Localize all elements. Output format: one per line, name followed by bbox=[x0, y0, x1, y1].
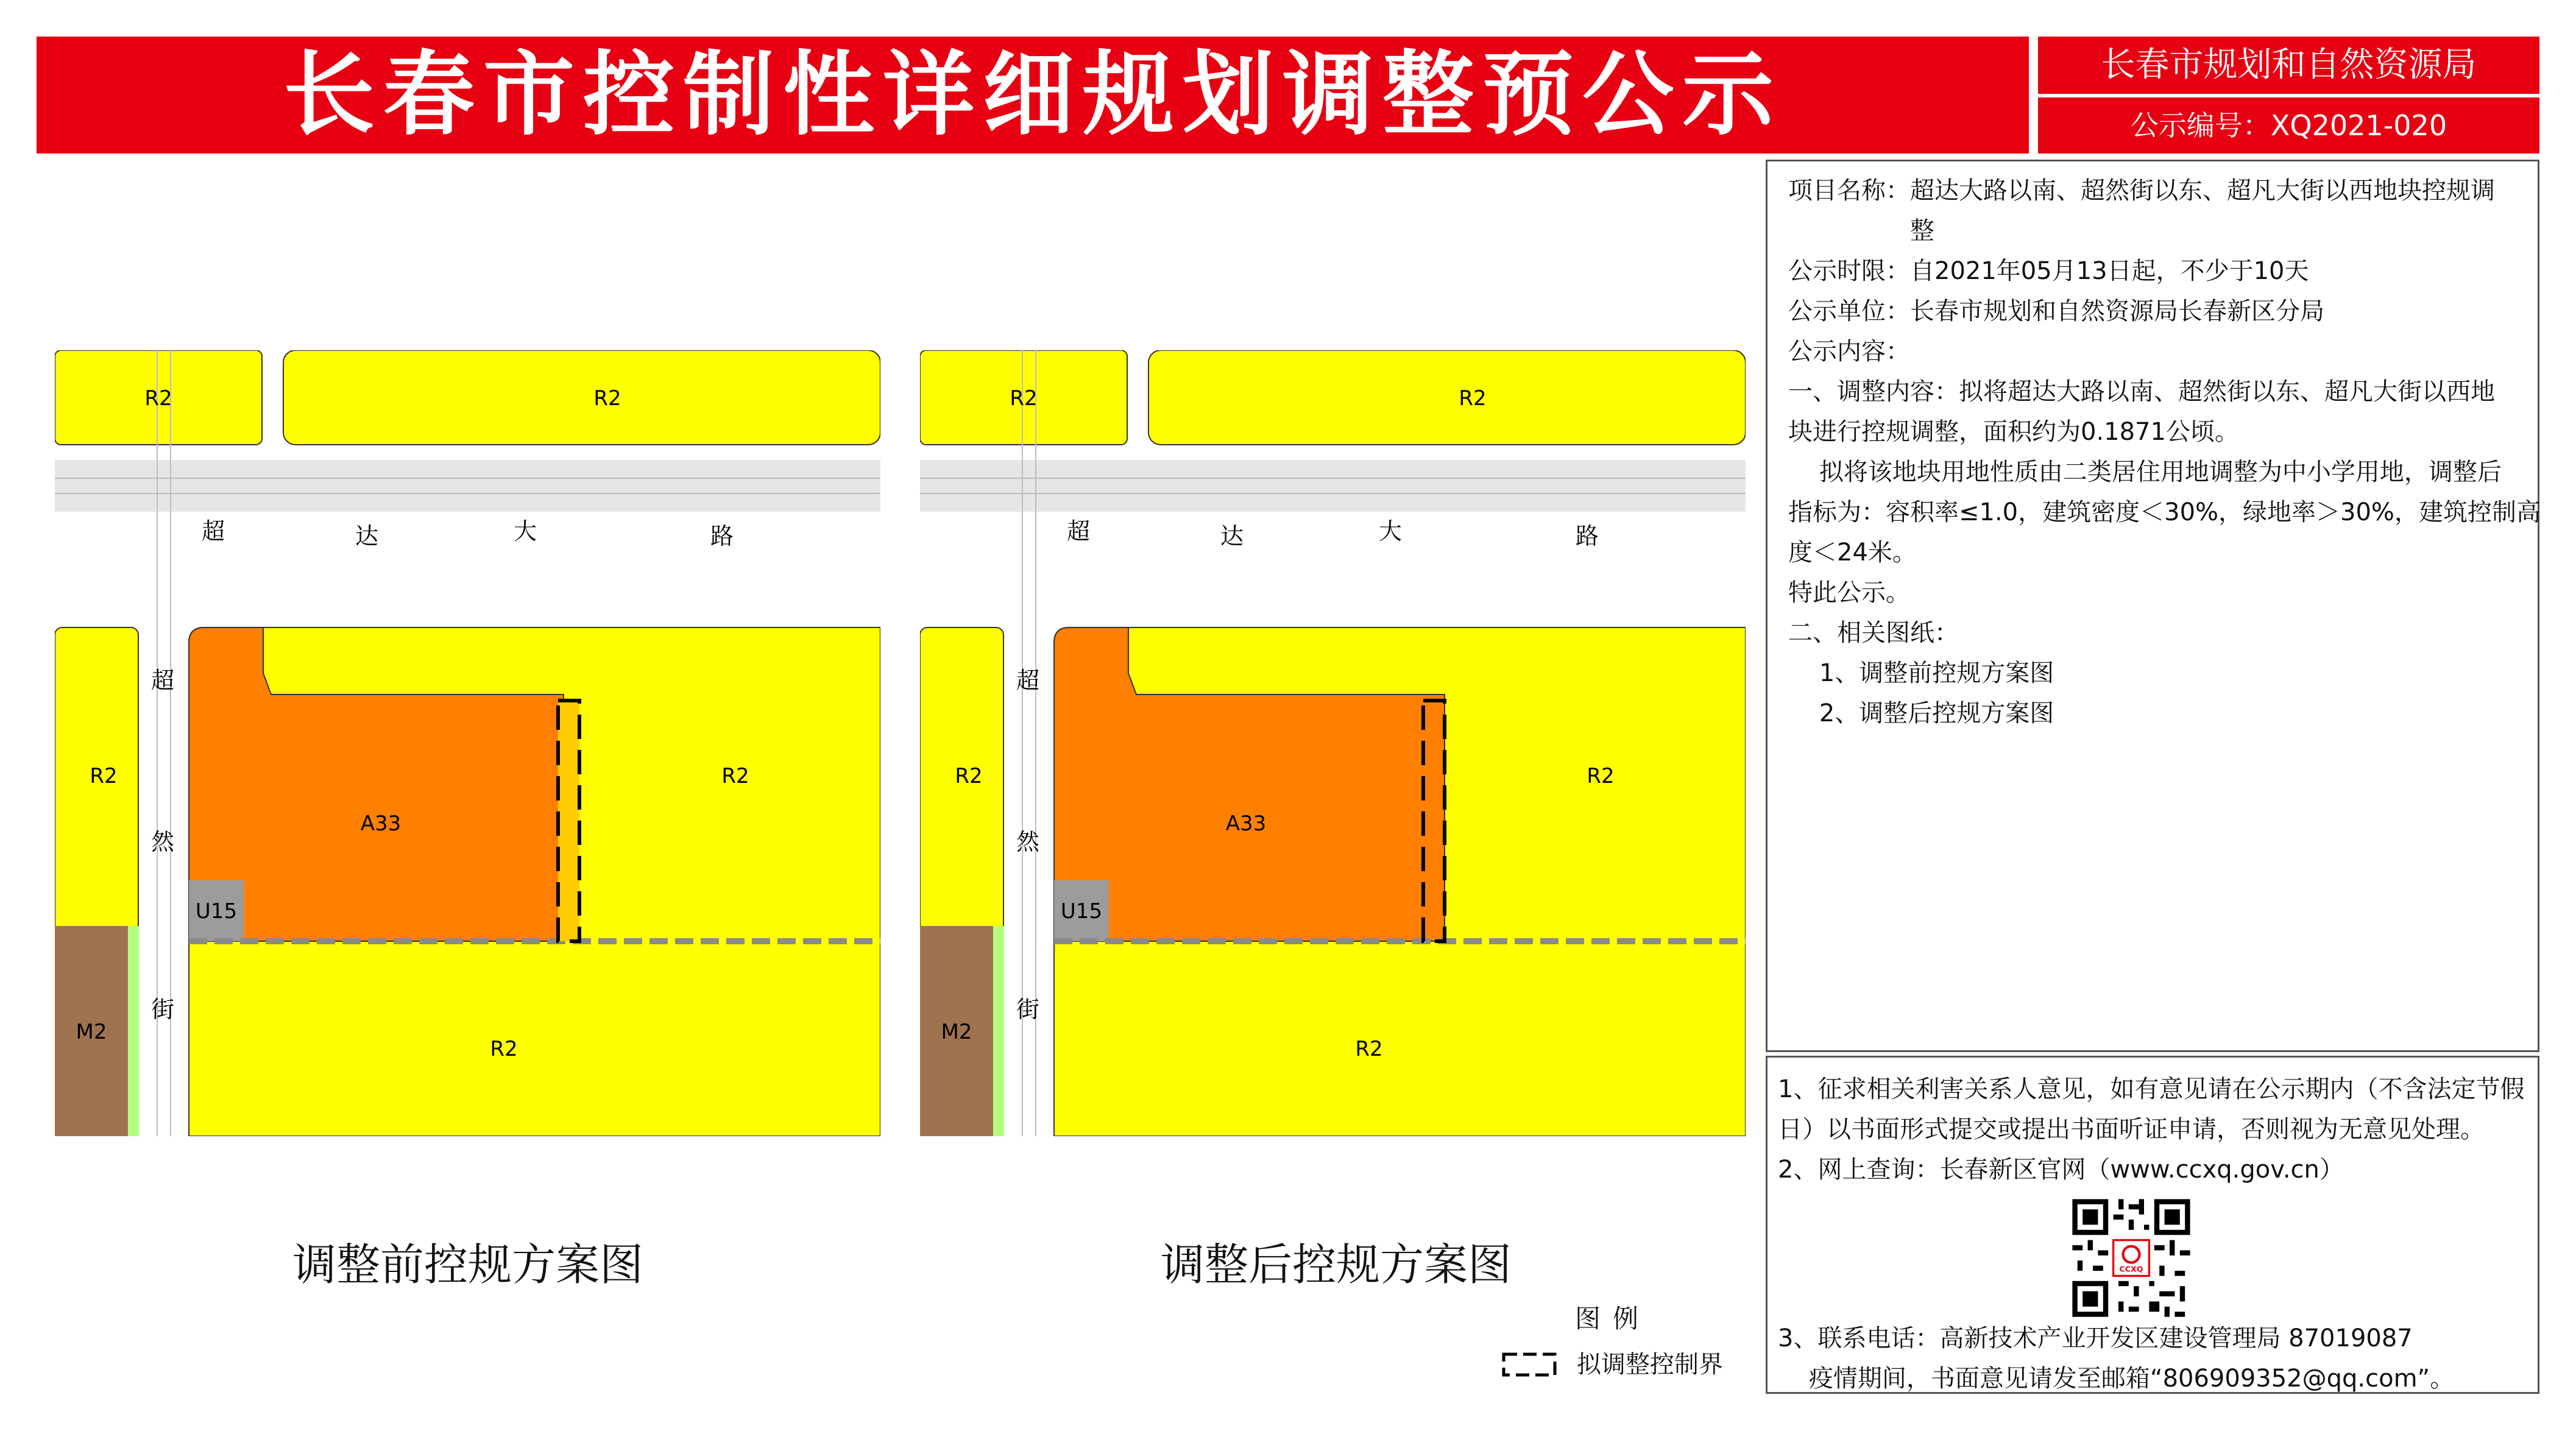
label-r2: R2 bbox=[90, 764, 118, 788]
label-r2: R2 bbox=[144, 386, 172, 411]
zone-r2-north bbox=[283, 350, 880, 445]
map-after bbox=[920, 350, 1746, 1136]
road-label: 大 bbox=[1378, 518, 1403, 545]
road-label: 超 bbox=[1066, 518, 1091, 545]
note-4: 疫情期间，书面意见请发至邮箱“806909352@qq.com”。 bbox=[1778, 1365, 2455, 1393]
caption-before: 调整前控规方案图 bbox=[292, 1239, 644, 1290]
label-u15: U15 bbox=[1060, 899, 1103, 924]
label-r2: R2 bbox=[1587, 764, 1615, 788]
road-label: 超 bbox=[1016, 667, 1040, 694]
content-line: 块进行控规调整，面积约为0.1871公顷。 bbox=[1788, 418, 2239, 446]
page-title: 长春市控制性详细规划调整预公示 bbox=[283, 42, 1782, 148]
note-2: 2、网上查询：长春新区官网（www.ccxq.gov.cn） bbox=[1778, 1156, 2344, 1184]
road-label: 然 bbox=[150, 829, 175, 855]
label-a33: A33 bbox=[360, 811, 402, 836]
label-r2: R2 bbox=[593, 386, 621, 411]
label-r2: R2 bbox=[955, 764, 983, 788]
content-line: 指标为：容积率≤1.0，建筑密度＜30%，绿地率＞30%，建筑控制高 bbox=[1788, 498, 2541, 526]
label-m2: M2 bbox=[76, 1020, 107, 1044]
label-r2: R2 bbox=[721, 764, 749, 788]
road-label: 超 bbox=[201, 518, 225, 545]
label-r2: R2 bbox=[1355, 1037, 1383, 1061]
label-m2: M2 bbox=[941, 1020, 972, 1044]
zone-r2-north bbox=[1148, 350, 1746, 445]
content-line: 二、相关图纸： bbox=[1788, 619, 1959, 647]
label-r2: R2 bbox=[1010, 386, 1038, 411]
qr-code-icon bbox=[2067, 1194, 2195, 1322]
green-strip bbox=[128, 926, 139, 1136]
label-r2: R2 bbox=[1459, 386, 1487, 411]
road-label: 达 bbox=[1220, 523, 1244, 549]
content-line: 一、调整内容：拟将超达大路以南、超然街以东、超凡大街以西地 bbox=[1788, 378, 2495, 406]
legend-title: 图例 bbox=[1575, 1304, 1651, 1334]
road-label: 然 bbox=[1016, 829, 1040, 855]
agency-name: 长春市规划和自然资源局 bbox=[2038, 37, 2539, 94]
road-label: 超 bbox=[150, 667, 175, 694]
project-label: 项目名称： bbox=[1788, 177, 1910, 205]
green-strip bbox=[993, 926, 1004, 1136]
project-name-line1: 超达大路以南、超然街以东、超凡大街以西地块控规调 bbox=[1910, 177, 2495, 205]
notice-period: 公示时限：自2021年05月13日起，不少于10天 bbox=[1788, 257, 2309, 285]
label-a33: A33 bbox=[1225, 811, 1267, 836]
content-line: 拟将该地块用地性质由二类居住用地调整为中小学用地，调整后 bbox=[1788, 458, 2502, 486]
content-label: 公示内容： bbox=[1788, 337, 1910, 366]
content-line: 特此公示。 bbox=[1788, 579, 1910, 607]
notice-number: 公示编号：XQ2021-020 bbox=[2038, 97, 2539, 154]
caption-after: 调整后控规方案图 bbox=[1161, 1239, 1512, 1290]
label-u15: U15 bbox=[195, 899, 238, 924]
map-before bbox=[55, 350, 880, 1136]
content-line: 1、调整前控规方案图 bbox=[1788, 659, 2054, 687]
note-1a: 1、征求相关利害关系人意见，如有意见请在公示期内（不含法定节假 bbox=[1778, 1075, 2525, 1103]
note-3: 3、联系电话：高新技术产业开发区建设管理局 87019087 bbox=[1778, 1324, 2413, 1352]
road-label: 街 bbox=[150, 996, 175, 1023]
content-line: 2、调整后控规方案图 bbox=[1788, 699, 2054, 727]
qr-label: CCXQ bbox=[2119, 1264, 2143, 1274]
legend-item-label: 拟调整控制界 bbox=[1577, 1351, 1723, 1379]
content-line: 度＜24米。 bbox=[1788, 539, 1917, 567]
road-label: 路 bbox=[710, 523, 734, 549]
project-name-line2: 整 bbox=[1910, 217, 1934, 245]
road-label: 大 bbox=[513, 518, 537, 545]
notice-unit: 公示单位：长春市规划和自然资源局长春新区分局 bbox=[1788, 297, 2324, 325]
note-1b: 日）以书面形式提交或提出书面听证申请，否则视为无意见处理。 bbox=[1778, 1115, 2485, 1143]
road-label: 路 bbox=[1575, 523, 1599, 549]
label-r2: R2 bbox=[490, 1037, 518, 1061]
road-label: 街 bbox=[1016, 996, 1040, 1023]
road-label: 达 bbox=[355, 523, 379, 549]
dashed-boundary-icon bbox=[1502, 1352, 1557, 1377]
